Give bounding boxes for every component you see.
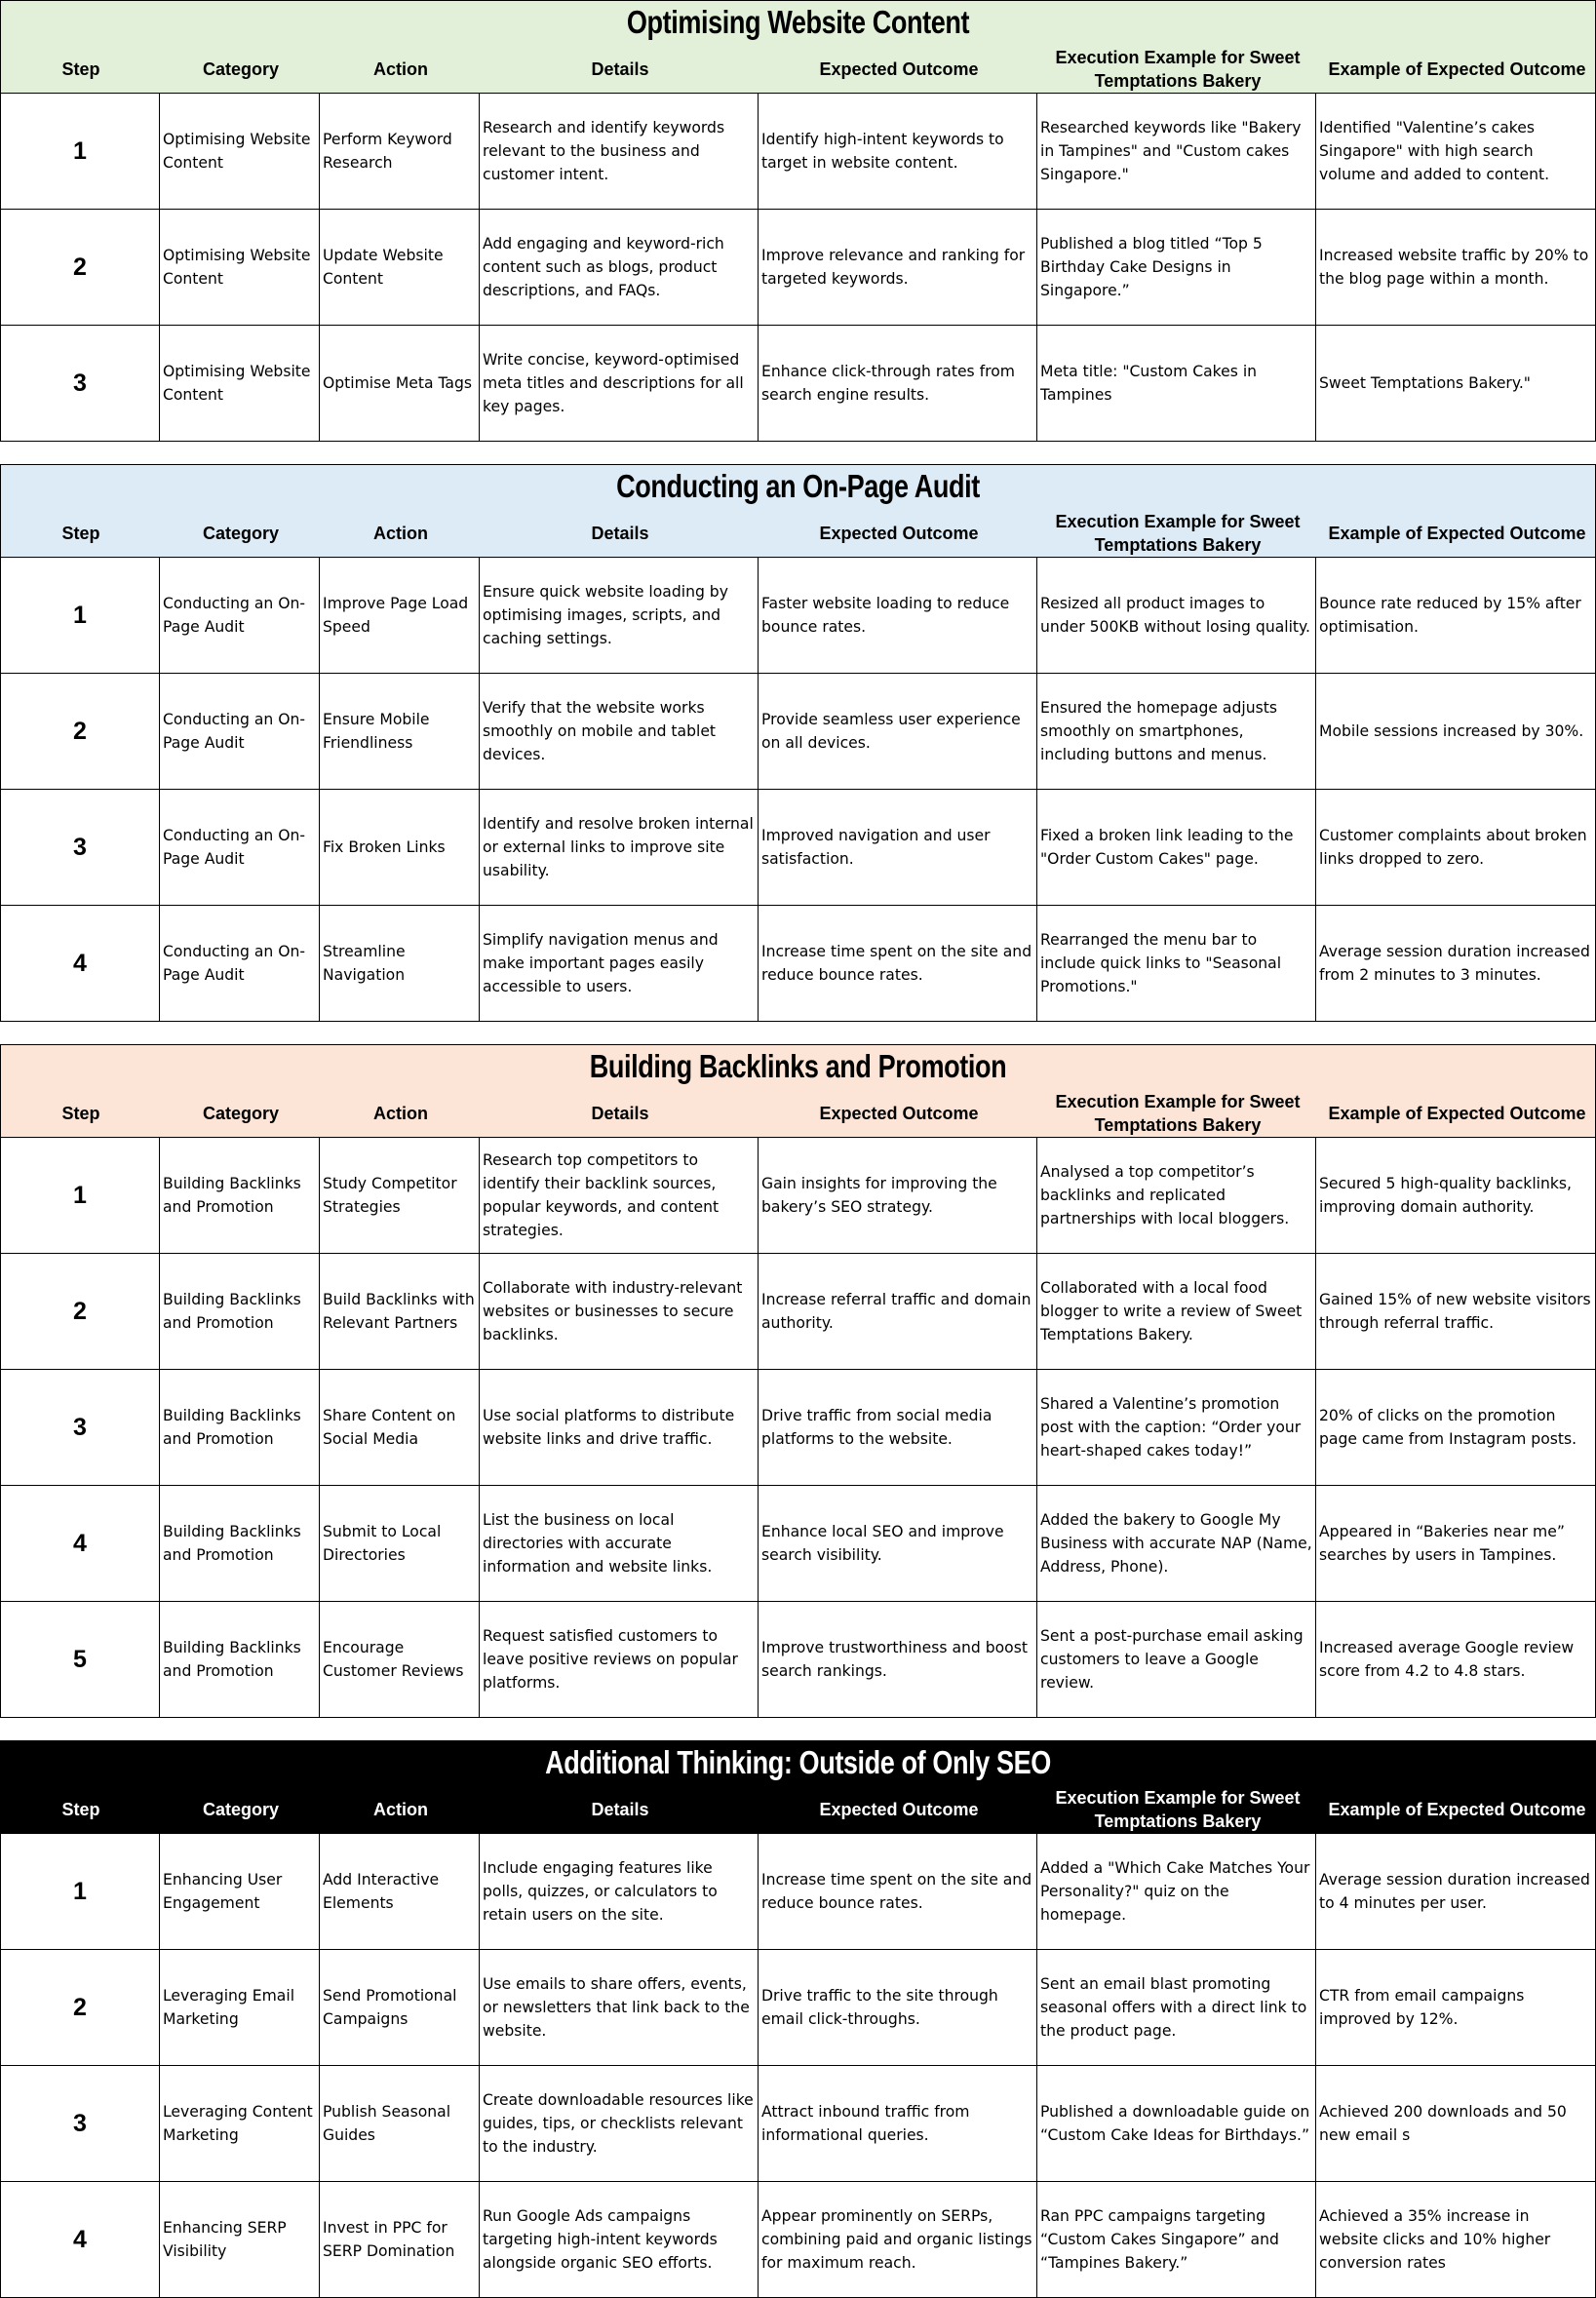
expected-outcome-cell-text: Improve relevance and ranking for targeted keywords. xyxy=(761,247,1026,288)
step-cell-text: 2 xyxy=(73,253,87,281)
expected-outcome-cell[interactable] xyxy=(759,1138,1037,1254)
action-cell-text: Study Competitor Strategies xyxy=(323,1175,457,1216)
category-cell-text: Building Backlinks and Promotion xyxy=(163,1523,301,1564)
example-outcome-cell-text: CTR from email campaigns improved by 12%. xyxy=(1319,1987,1525,2028)
execution-example-cell[interactable] xyxy=(1037,1834,1316,1950)
action-column-header: Action xyxy=(373,523,428,543)
expected-outcome-cell[interactable] xyxy=(759,326,1037,442)
action-cell-text: Build Backlinks with Relevant Partners xyxy=(323,1291,475,1332)
table-row xyxy=(0,210,1596,326)
section-header xyxy=(0,1740,1596,1834)
example-outcome-cell[interactable] xyxy=(1316,210,1596,326)
execution-example-column-header: Execution Example for Sweet Temptations Bakery xyxy=(1055,1787,1301,1831)
example-outcome-cell[interactable] xyxy=(1316,94,1596,210)
category-cell-text: Building Backlinks and Promotion xyxy=(163,1407,301,1448)
action-cell-text: Submit to Local Directories xyxy=(323,1523,442,1564)
details-cell[interactable] xyxy=(480,94,759,210)
expected-outcome-cell[interactable] xyxy=(759,1834,1037,1950)
details-cell[interactable] xyxy=(480,1370,759,1486)
category-cell-text: Conducting an On-Page Audit xyxy=(163,827,306,868)
expected-outcome-cell[interactable] xyxy=(759,1370,1037,1486)
step-cell-text: 3 xyxy=(73,2110,87,2137)
expected-outcome-column-header: Expected Outcome xyxy=(819,58,979,79)
example-outcome-cell[interactable] xyxy=(1316,1370,1596,1486)
example-outcome-cell[interactable] xyxy=(1316,2182,1596,2298)
details-cell-text: Create downloadable resources like guides, tips, or checklists relevant to the industry. xyxy=(483,2091,754,2156)
step-cell-text: 2 xyxy=(73,1298,87,1325)
example-outcome-cell-text: Achieved a 35% increase in website clicks and 10% higher conversion rates xyxy=(1319,2207,1551,2272)
action-cell[interactable] xyxy=(320,326,480,442)
category-column-header: Category xyxy=(202,1103,280,1123)
example-outcome-cell[interactable] xyxy=(1316,2066,1596,2182)
details-column-header: Details xyxy=(591,1799,649,1819)
category-cell[interactable] xyxy=(160,1138,320,1254)
example-outcome-cell[interactable] xyxy=(1316,558,1596,674)
action-cell-text: Update Website Content xyxy=(323,247,444,288)
expected-outcome-cell[interactable] xyxy=(759,1950,1037,2066)
section-title: Additional Thinking: Outside of Only SEO xyxy=(545,1744,1051,1780)
expected-outcome-cell[interactable] xyxy=(759,558,1037,674)
action-cell-text: Streamline Navigation xyxy=(323,943,406,984)
details-cell-text: Use emails to share offers, events, or newsletters that link back to the website. xyxy=(483,1975,750,2040)
execution-example-cell-text: Rearranged the menu bar to include quick links to "Seasonal Promotions." xyxy=(1040,931,1282,995)
category-cell[interactable] xyxy=(160,326,320,442)
expected-outcome-cell[interactable] xyxy=(759,906,1037,1022)
example-outcome-cell-text: Increased website traffic by 20% to the blog page within a month. xyxy=(1319,247,1589,288)
execution-example-cell-text: Added the bakery to Google My Business with accurate NAP (Name, Address, Phone). xyxy=(1040,1511,1312,1576)
example-outcome-cell-text: Gained 15% of new website visitors through referral traffic. xyxy=(1319,1291,1591,1332)
details-column-header: Details xyxy=(591,523,649,543)
execution-example-cell-text: Researched keywords like "Bakery in Tampines" and "Custom cakes Singapore." xyxy=(1040,119,1302,183)
step-cell[interactable] xyxy=(0,94,160,210)
execution-example-cell-text: Added a "Which Cake Matches Your Personality?" quiz on the homepage. xyxy=(1040,1859,1310,1924)
step-cell-text: 4 xyxy=(73,950,87,977)
details-column-header: Details xyxy=(591,58,649,79)
expected-outcome-cell[interactable] xyxy=(759,210,1037,326)
expected-outcome-cell-text: Increase time spent on the site and reduce bounce rates. xyxy=(761,943,1032,984)
action-cell[interactable] xyxy=(320,1602,480,1718)
execution-example-cell[interactable] xyxy=(1037,674,1316,790)
details-cell-text: Write concise, keyword-optimised meta titles and descriptions for all key pages. xyxy=(483,351,744,415)
expected-outcome-cell-text: Gain insights for improving the bakery’s SEO strategy. xyxy=(761,1175,997,1216)
details-cell-text: Verify that the website works smoothly on mobile and tablet devices. xyxy=(483,699,717,763)
action-cell[interactable] xyxy=(320,1138,480,1254)
example-outcome-cell[interactable] xyxy=(1316,1486,1596,1602)
action-cell-text: Invest in PPC for SERP Domination xyxy=(323,2219,455,2260)
category-cell[interactable] xyxy=(160,2066,320,2182)
section-title: Conducting an On-Page Audit xyxy=(616,468,980,504)
step-cell[interactable] xyxy=(0,326,160,442)
step-cell[interactable] xyxy=(0,558,160,674)
action-column-header: Action xyxy=(373,58,428,79)
section-header xyxy=(0,0,1596,94)
action-cell-text: Publish Seasonal Guides xyxy=(323,2103,451,2144)
expected-outcome-cell-text: Enhance local SEO and improve search visibility. xyxy=(761,1523,1004,1564)
table-row xyxy=(0,906,1596,1022)
action-cell[interactable] xyxy=(320,790,480,906)
table-section xyxy=(0,1044,1596,1718)
details-cell-text: Research and identify keywords relevant to the business and customer intent. xyxy=(483,119,725,183)
expected-outcome-cell[interactable] xyxy=(759,94,1037,210)
execution-example-cell-text: Collaborated with a local food blogger to write a review of Sweet Temptations Bakery. xyxy=(1040,1279,1303,1344)
expected-outcome-cell-text: Increase referral traffic and domain authority. xyxy=(761,1291,1032,1332)
execution-example-cell-text: Shared a Valentine’s promotion post with the caption: “Order your heart-shaped cakes today!” xyxy=(1040,1395,1302,1460)
expected-outcome-cell-text: Improved navigation and user satisfaction. xyxy=(761,827,991,868)
expected-outcome-cell-text: Improve trustworthiness and boost search rankings. xyxy=(761,1639,1028,1680)
execution-example-cell-text: Published a downloadable guide on “Custom Cake Ideas for Birthdays.” xyxy=(1040,2103,1310,2144)
details-cell[interactable] xyxy=(480,2182,759,2298)
category-cell-text: Conducting an On-Page Audit xyxy=(163,595,306,636)
execution-example-cell-text: Ran PPC campaigns targeting “Custom Cakes Singapore” and “Tampines Bakery.” xyxy=(1040,2207,1279,2272)
category-cell-text: Optimising Website Content xyxy=(163,247,311,288)
expected-outcome-cell[interactable] xyxy=(759,1486,1037,1602)
table-row xyxy=(0,674,1596,790)
action-cell-text: Fix Broken Links xyxy=(323,838,446,856)
execution-example-cell[interactable] xyxy=(1037,326,1316,442)
expected-outcome-cell[interactable] xyxy=(759,674,1037,790)
category-cell[interactable] xyxy=(160,674,320,790)
execution-example-cell-text: Ensured the homepage adjusts smoothly on smartphones, including buttons and menus. xyxy=(1040,699,1277,763)
category-cell[interactable] xyxy=(160,94,320,210)
step-cell-text: 2 xyxy=(73,718,87,745)
example-outcome-column-header: Example of Expected Outcome xyxy=(1328,523,1586,543)
execution-example-cell-text: Published a blog titled “Top 5 Birthday Cake Designs in Singapore.” xyxy=(1040,235,1263,299)
step-cell[interactable] xyxy=(0,906,160,1022)
details-cell[interactable] xyxy=(480,906,759,1022)
step-cell[interactable] xyxy=(0,2182,160,2298)
step-cell-text: 3 xyxy=(73,1414,87,1441)
table-row xyxy=(0,1950,1596,2066)
action-cell-text: Perform Keyword Research xyxy=(323,131,452,172)
category-cell[interactable] xyxy=(160,790,320,906)
step-cell-text: 1 xyxy=(73,1182,87,1209)
details-cell-text: Request satisfied customers to leave positive reviews on popular platforms. xyxy=(483,1627,738,1692)
action-cell[interactable] xyxy=(320,906,480,1022)
example-outcome-column-header: Example of Expected Outcome xyxy=(1328,1103,1586,1123)
category-cell[interactable] xyxy=(160,1834,320,1950)
step-cell[interactable] xyxy=(0,1950,160,2066)
execution-example-cell-text: Sent a post-purchase email asking customers to leave a Google review. xyxy=(1040,1627,1304,1692)
expected-outcome-cell[interactable] xyxy=(759,2182,1037,2298)
action-cell[interactable] xyxy=(320,2182,480,2298)
expected-outcome-cell-text: Provide seamless user experience on all devices. xyxy=(761,711,1021,752)
example-outcome-cell[interactable] xyxy=(1316,1834,1596,1950)
example-outcome-cell[interactable] xyxy=(1316,674,1596,790)
section-header xyxy=(0,1044,1596,1138)
action-cell[interactable] xyxy=(320,1834,480,1950)
step-column-header: Step xyxy=(61,58,100,79)
table-section xyxy=(0,0,1596,442)
category-cell[interactable] xyxy=(160,210,320,326)
execution-example-cell[interactable] xyxy=(1037,1138,1316,1254)
category-cell-text: Enhancing SERP Visibility xyxy=(163,2219,287,2260)
details-cell[interactable] xyxy=(480,558,759,674)
expected-outcome-column-header: Expected Outcome xyxy=(819,523,979,543)
details-cell-text: Add engaging and keyword-rich content such as blogs, product descriptions, and FAQs. xyxy=(483,235,724,299)
table-row xyxy=(0,790,1596,906)
expected-outcome-cell-text: Appear prominently on SERPs, combining paid and organic listings for maximum reach. xyxy=(761,2207,1032,2272)
action-cell-text: Ensure Mobile Friendliness xyxy=(323,711,430,752)
example-outcome-cell[interactable] xyxy=(1316,1602,1596,1718)
details-cell-text: Identify and resolve broken internal or external links to improve site usability. xyxy=(483,815,754,879)
expected-outcome-cell-text: Drive traffic from social media platforms to the website. xyxy=(761,1407,993,1448)
step-cell[interactable] xyxy=(0,2066,160,2182)
action-cell[interactable] xyxy=(320,1950,480,2066)
action-cell-text: Encourage Customer Reviews xyxy=(323,1639,464,1680)
category-cell-text: Building Backlinks and Promotion xyxy=(163,1175,301,1216)
action-column-header: Action xyxy=(373,1799,428,1819)
details-cell[interactable] xyxy=(480,790,759,906)
action-cell[interactable] xyxy=(320,2066,480,2182)
expected-outcome-cell-text: Drive traffic to the site through email click-throughs. xyxy=(761,1987,998,2028)
table-row xyxy=(0,1254,1596,1370)
execution-example-cell[interactable] xyxy=(1037,1370,1316,1486)
step-cell[interactable] xyxy=(0,1370,160,1486)
step-cell[interactable] xyxy=(0,1254,160,1370)
execution-example-cell[interactable] xyxy=(1037,94,1316,210)
step-column-header: Step xyxy=(61,1103,100,1123)
example-outcome-cell-text: Secured 5 high-quality backlinks, improving domain authority. xyxy=(1319,1175,1572,1216)
table-row xyxy=(0,1486,1596,1602)
action-cell-text: Optimise Meta Tags xyxy=(323,374,473,392)
details-cell[interactable] xyxy=(480,674,759,790)
details-cell-text: Research top competitors to identify their backlink sources, popular keywords, and content strategies. xyxy=(483,1151,720,1239)
category-cell[interactable] xyxy=(160,1486,320,1602)
execution-example-cell[interactable] xyxy=(1037,1950,1316,2066)
category-cell[interactable] xyxy=(160,906,320,1022)
step-cell-text: 4 xyxy=(73,2226,87,2253)
table-row xyxy=(0,558,1596,674)
table-row xyxy=(0,326,1596,442)
example-outcome-cell-text: Appeared in “Bakeries near me” searches by users in Tampines. xyxy=(1319,1523,1565,1564)
table-row xyxy=(0,2182,1596,2298)
expected-outcome-column-header: Expected Outcome xyxy=(819,1799,979,1819)
step-cell[interactable] xyxy=(0,790,160,906)
example-outcome-cell[interactable] xyxy=(1316,1950,1596,2066)
details-cell-text: List the business on local directories with accurate information and website links. xyxy=(483,1511,713,1576)
example-outcome-cell-text: Bounce rate reduced by 15% after optimisation. xyxy=(1319,595,1581,636)
execution-example-column-header: Execution Example for Sweet Temptations Bakery xyxy=(1055,1091,1301,1135)
details-cell-text: Simplify navigation menus and make important pages easily accessible to users. xyxy=(483,931,719,995)
category-cell-text: Conducting an On-Page Audit xyxy=(163,943,306,984)
category-cell-text: Conducting an On-Page Audit xyxy=(163,711,306,752)
details-cell-text: Include engaging features like polls, quizzes, or calculators to retain users on the site. xyxy=(483,1859,718,1924)
action-cell-text: Improve Page Load Speed xyxy=(323,595,469,636)
example-outcome-cell-text: Average session duration increased from 2 minutes to 3 minutes. xyxy=(1319,943,1590,984)
action-cell[interactable] xyxy=(320,1370,480,1486)
category-cell-text: Optimising Website Content xyxy=(163,131,311,172)
category-cell[interactable] xyxy=(160,2182,320,2298)
category-column-header: Category xyxy=(202,523,280,543)
example-outcome-cell-text: Identified "Valentine’s cakes Singapore" with high search volume and added to content. xyxy=(1319,119,1550,183)
category-cell-text: Building Backlinks and Promotion xyxy=(163,1291,301,1332)
action-cell-text: Share Content on Social Media xyxy=(323,1407,456,1448)
execution-example-cell[interactable] xyxy=(1037,558,1316,674)
category-cell-text: Leveraging Content Marketing xyxy=(163,2103,313,2144)
step-column-header: Step xyxy=(61,523,100,543)
details-cell[interactable] xyxy=(480,2066,759,2182)
execution-example-cell-text: Sent an email blast promoting seasonal offers with a direct link to the product page. xyxy=(1040,1975,1307,2040)
table-row xyxy=(0,2066,1596,2182)
category-cell[interactable] xyxy=(160,1950,320,2066)
details-column-header: Details xyxy=(591,1103,649,1123)
expected-outcome-cell[interactable] xyxy=(759,790,1037,906)
expected-outcome-cell-text: Attract inbound traffic from informational queries. xyxy=(761,2103,970,2144)
execution-example-cell-text: Fixed a broken link leading to the "Order Custom Cakes" page. xyxy=(1040,827,1294,868)
details-cell[interactable] xyxy=(480,1834,759,1950)
details-cell[interactable] xyxy=(480,1138,759,1254)
step-cell-text: 1 xyxy=(73,1878,87,1905)
step-cell-text: 1 xyxy=(73,137,87,165)
category-cell[interactable] xyxy=(160,1254,320,1370)
expected-outcome-cell-text: Identify high-intent keywords to target in website content. xyxy=(761,131,1004,172)
example-outcome-cell[interactable] xyxy=(1316,906,1596,1022)
category-cell-text: Building Backlinks and Promotion xyxy=(163,1639,301,1680)
execution-example-column-header: Execution Example for Sweet Temptations Bakery xyxy=(1055,47,1301,91)
step-cell-text: 1 xyxy=(73,602,87,629)
category-cell[interactable] xyxy=(160,1370,320,1486)
execution-example-cell-text: Analysed a top competitor’s backlinks and replicated partnerships with local bloggers. xyxy=(1040,1163,1290,1227)
action-cell[interactable] xyxy=(320,1254,480,1370)
example-outcome-cell[interactable] xyxy=(1316,1138,1596,1254)
example-outcome-cell-text: Achieved 200 downloads and 50 new email s xyxy=(1319,2103,1567,2144)
section-title: Optimising Website Content xyxy=(626,4,970,40)
step-cell[interactable] xyxy=(0,1486,160,1602)
action-column-header: Action xyxy=(373,1103,428,1123)
action-cell[interactable] xyxy=(320,94,480,210)
action-cell[interactable] xyxy=(320,210,480,326)
step-cell-text: 5 xyxy=(73,1646,87,1673)
expected-outcome-cell-text: Faster website loading to reduce bounce rates. xyxy=(761,595,1010,636)
step-cell[interactable] xyxy=(0,210,160,326)
details-cell-text: Collaborate with industry-relevant websites or businesses to secure backlinks. xyxy=(483,1279,743,1344)
table-row xyxy=(0,1370,1596,1486)
action-cell-text: Add Interactive Elements xyxy=(323,1871,440,1912)
step-cell[interactable] xyxy=(0,1602,160,1718)
example-outcome-cell[interactable] xyxy=(1316,1254,1596,1370)
example-outcome-column-header: Example of Expected Outcome xyxy=(1328,58,1586,79)
section-title: Building Backlinks and Promotion xyxy=(589,1048,1007,1084)
example-outcome-cell-text: 20% of clicks on the promotion page came from Instagram posts. xyxy=(1319,1407,1577,1448)
category-cell[interactable] xyxy=(160,1602,320,1718)
action-cell[interactable] xyxy=(320,1486,480,1602)
example-outcome-cell-text: Average session duration increased to 4 minutes per user. xyxy=(1319,1871,1590,1912)
action-cell[interactable] xyxy=(320,674,480,790)
action-cell-text: Send Promotional Campaigns xyxy=(323,1987,457,2028)
table-row xyxy=(0,1138,1596,1254)
execution-example-cell-text: Resized all product images to under 500KB without losing quality. xyxy=(1040,595,1310,636)
example-outcome-cell-text: Increased average Google review score from 4.2 to 4.8 stars. xyxy=(1319,1639,1575,1680)
expected-outcome-cell-text: Increase time spent on the site and reduce bounce rates. xyxy=(761,1871,1032,1912)
execution-example-cell[interactable] xyxy=(1037,1486,1316,1602)
example-outcome-cell-text: Sweet Temptations Bakery." xyxy=(1319,374,1531,392)
example-outcome-cell-text: Mobile sessions increased by 30%. xyxy=(1319,722,1584,740)
example-outcome-column-header: Example of Expected Outcome xyxy=(1328,1799,1586,1819)
table-section xyxy=(0,1740,1596,2298)
expected-outcome-cell[interactable] xyxy=(759,2066,1037,2182)
example-outcome-cell[interactable] xyxy=(1316,790,1596,906)
table-row xyxy=(0,94,1596,210)
details-cell-text: Ensure quick website loading by optimising images, scripts, and caching settings. xyxy=(483,583,728,647)
category-cell-text: Enhancing User Engagement xyxy=(163,1871,283,1912)
step-cell[interactable] xyxy=(0,674,160,790)
execution-example-cell[interactable] xyxy=(1037,790,1316,906)
example-outcome-cell[interactable] xyxy=(1316,326,1596,442)
execution-example-cell[interactable] xyxy=(1037,1254,1316,1370)
step-cell-text: 3 xyxy=(73,834,87,861)
step-cell-text: 4 xyxy=(73,1530,87,1557)
details-cell[interactable] xyxy=(480,1950,759,2066)
details-cell[interactable] xyxy=(480,326,759,442)
category-cell[interactable] xyxy=(160,558,320,674)
category-cell-text: Leveraging Email Marketing xyxy=(163,1987,295,2028)
step-cell[interactable] xyxy=(0,1834,160,1950)
action-cell[interactable] xyxy=(320,558,480,674)
category-column-header: Category xyxy=(202,1799,280,1819)
step-cell[interactable] xyxy=(0,1138,160,1254)
expected-outcome-cell[interactable] xyxy=(759,1602,1037,1718)
execution-example-cell[interactable] xyxy=(1037,1602,1316,1718)
category-column-header: Category xyxy=(202,58,280,79)
example-outcome-cell-text: Customer complaints about broken links dropped to zero. xyxy=(1319,827,1587,868)
execution-example-cell[interactable] xyxy=(1037,906,1316,1022)
execution-example-cell[interactable] xyxy=(1037,210,1316,326)
execution-example-cell[interactable] xyxy=(1037,2182,1316,2298)
execution-example-column-header: Execution Example for Sweet Temptations Bakery xyxy=(1055,511,1301,555)
details-cell[interactable] xyxy=(480,1254,759,1370)
details-cell[interactable] xyxy=(480,1486,759,1602)
expected-outcome-cell[interactable] xyxy=(759,1254,1037,1370)
step-cell-text: 2 xyxy=(73,1994,87,2021)
table-row xyxy=(0,1834,1596,1950)
execution-example-cell-text: Meta title: "Custom Cakes in Tampines xyxy=(1040,363,1258,404)
section-header xyxy=(0,464,1596,558)
details-cell[interactable] xyxy=(480,1602,759,1718)
expected-outcome-column-header: Expected Outcome xyxy=(819,1103,979,1123)
table-section xyxy=(0,464,1596,1022)
execution-example-cell[interactable] xyxy=(1037,2066,1316,2182)
table-row xyxy=(0,1602,1596,1718)
category-cell-text: Optimising Website Content xyxy=(163,363,311,404)
details-cell-text: Run Google Ads campaigns targeting high-intent keywords alongside organic SEO efforts. xyxy=(483,2207,718,2272)
expected-outcome-cell-text: Enhance click-through rates from search engine results. xyxy=(761,363,1015,404)
step-cell-text: 3 xyxy=(73,370,87,397)
step-column-header: Step xyxy=(61,1799,100,1819)
details-cell-text: Use social platforms to distribute website links and drive traffic. xyxy=(483,1407,735,1448)
details-cell[interactable] xyxy=(480,210,759,326)
